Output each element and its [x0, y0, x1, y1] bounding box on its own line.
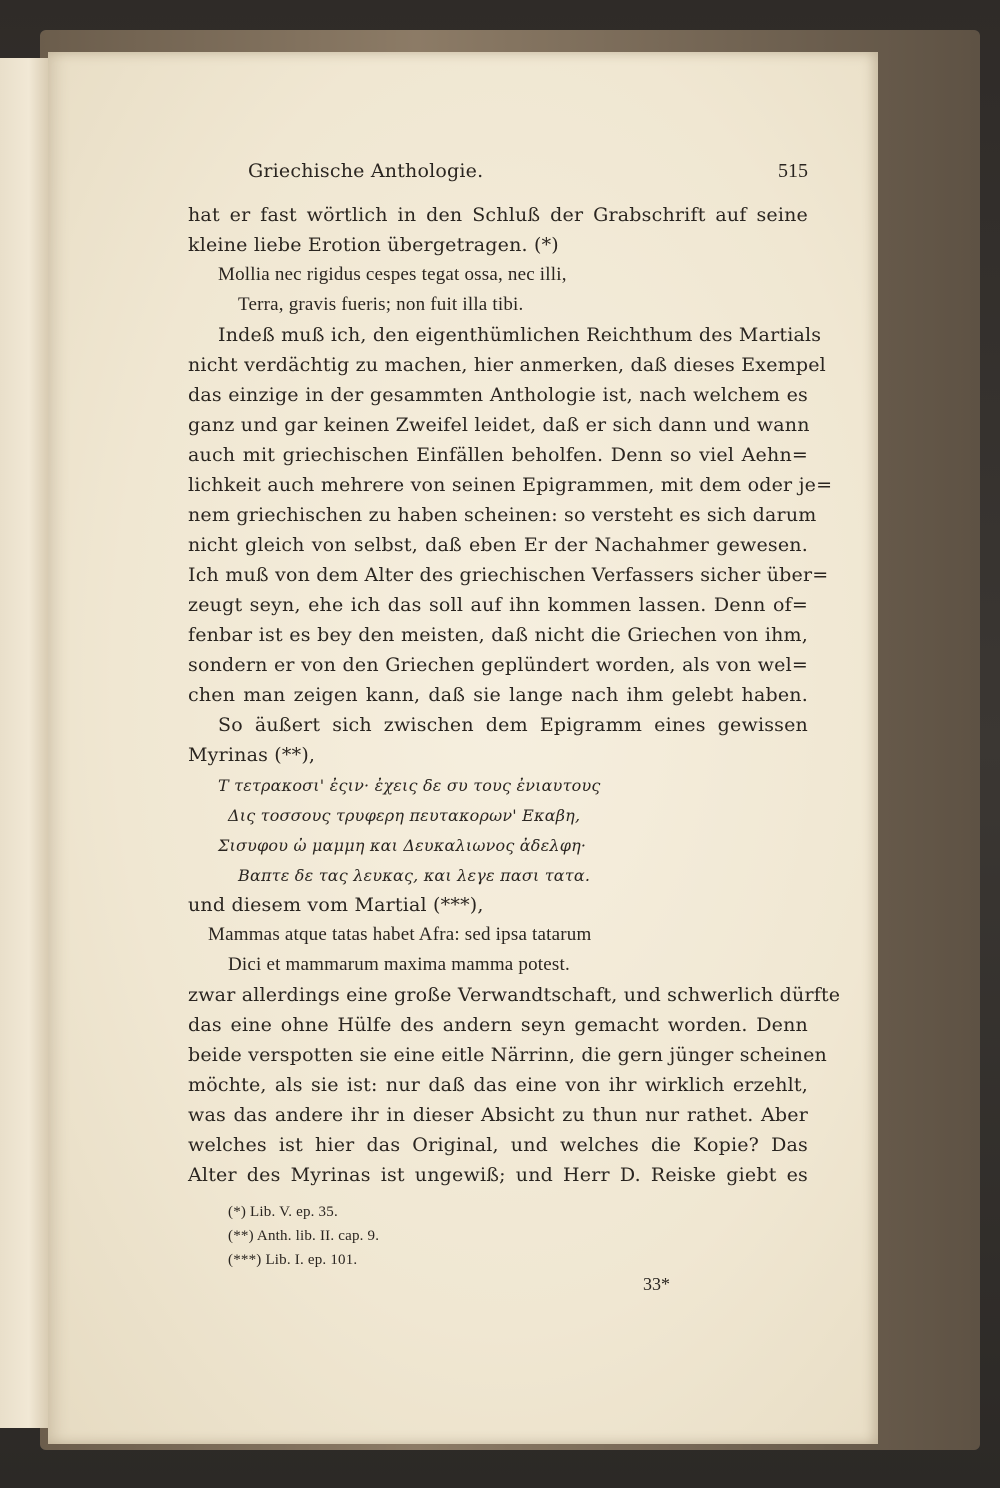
text-line: kleine liebe Erotion übergetragen. (*) [188, 234, 559, 256]
text-line: möchte, als sie ist: nur daß das eine von ihr wirklich erzehlt, [188, 1074, 808, 1096]
text-line: was das andere ihr in dieser Absicht zu thun nur rathet. Aber [188, 1104, 808, 1126]
greek-verse: Δις τοσσους τρυφερη πευτακορων' Εκαβη, [228, 806, 581, 825]
text-line: sondern er von den Griechen geplündert worden, als von wel= [188, 654, 808, 676]
text-line: ganz und gar keinen Zweifel leidet, daß er sich dann und wann [188, 414, 810, 436]
text-line: nicht gleich von selbst, daß eben Er der Nachahmer gewesen. [188, 534, 808, 556]
footnote: (*) Lib. V. ep. 35. [228, 1204, 338, 1220]
text-line: chen man zeigen kann, daß sie lange nach ihm gelebt haben. [188, 684, 808, 706]
text-line: welches ist hier das Original, und welches die Kopie? Das [188, 1134, 808, 1156]
text-line: So äußert sich zwischen dem Epigramm eines gewissen [218, 714, 808, 736]
page-number: 515 [778, 160, 808, 182]
latin-verse: Terra, gravis fueris; non fuit illa tibi. [238, 294, 524, 315]
text-line: fenbar ist es bey den meisten, daß nicht die Griechen von ihm, [188, 624, 808, 646]
text-line: zwar allerdings eine große Verwandtschaft, und schwerlich dürfte [188, 984, 841, 1006]
text-line: beide verspotten sie eine eitle Närrinn, die gern jünger scheinen [188, 1044, 827, 1066]
text-line: lichkeit auch mehrere von seinen Epigrammen, mit dem oder je= [188, 474, 833, 496]
text-line: hat er fast wörtlich in den Schluß der Grabschrift auf seine [188, 204, 808, 226]
greek-verse: Βαπτε δε τας λευκας, και λεγε πασι τατα. [238, 866, 591, 885]
text-line: und diesem vom Martial (***), [188, 894, 484, 916]
footnote: (**) Anth. lib. II. cap. 9. [228, 1228, 380, 1244]
latin-verse: Mollia nec rigidus cespes tegat ossa, nec illi, [218, 264, 567, 285]
footnote: (***) Lib. I. ep. 101. [228, 1252, 358, 1268]
text-line: nem griechischen zu haben scheinen: so versteht es sich darum [188, 504, 817, 526]
book-page [48, 52, 878, 1444]
latin-verse: Dici et mammarum maxima mamma potest. [228, 954, 570, 975]
text-line: Alter des Myrinas ist ungewiß; und Herr D. Reiske giebt es [188, 1164, 808, 1186]
text-line: Myrinas (**), [188, 744, 316, 766]
facing-page-edge [0, 58, 49, 1428]
text-line: Indeß muß ich, den eigenthümlichen Reichthum des Martials [218, 324, 822, 346]
text-line: nicht verdächtig zu machen, hier anmerken, daß dieses Exempel [188, 354, 826, 376]
running-header: Griechische Anthologie. [248, 160, 484, 182]
text-line: Ich muß von dem Alter des griechischen Verfassers sicher über= [188, 564, 829, 586]
latin-verse: Mammas atque tatas habet Afra: sed ipsa tatarum [208, 924, 592, 945]
greek-verse: Τ τετρακοσι' ἐςιν· ἐχεις δε συ τους ἐνιαυτους [218, 776, 601, 795]
printer-signature: 33* [643, 1274, 670, 1294]
greek-verse: Σισυφου ὠ μαμμη και Δευκαλιωνος ἀδελφη· [218, 836, 587, 855]
text-line: zeugt seyn, ehe ich das soll auf ihn kommen lassen. Denn of= [188, 594, 808, 616]
text-line: das eine ohne Hülfe des andern seyn gemacht worden. Denn [188, 1014, 808, 1036]
text-line: das einzige in der gesammten Anthologie ist, nach welchem es [188, 384, 808, 406]
text-line: auch mit griechischen Einfällen beholfen. Denn so viel Aehn= [188, 444, 808, 466]
